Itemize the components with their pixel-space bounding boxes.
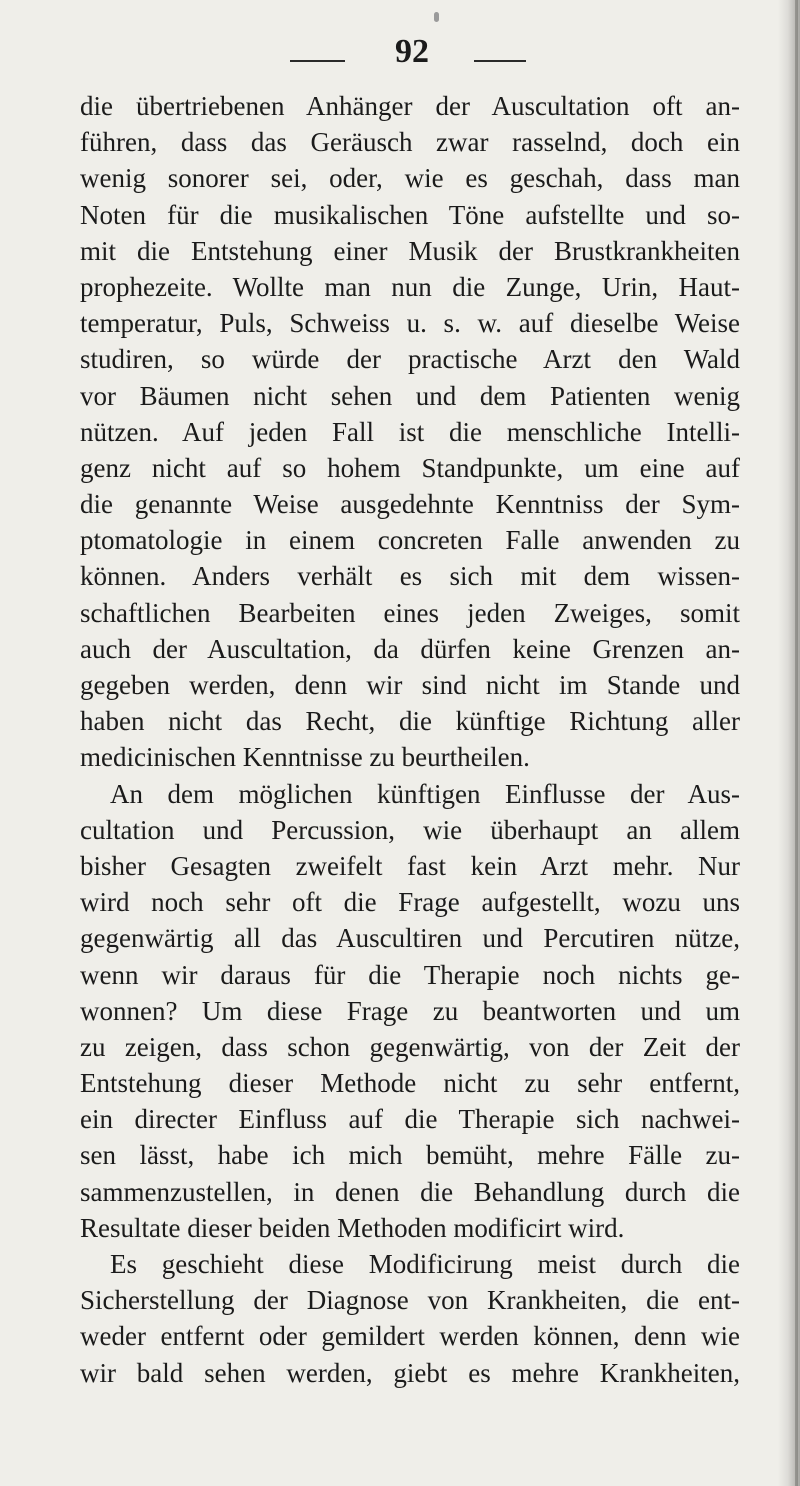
text-line: sen lässt, habe ich mich bemüht, mehre Fälle zu- — [80, 1140, 740, 1171]
text-line: prophezeite. Wollte man nun die Zunge, Urin, Haut- — [80, 271, 740, 302]
text-line: wenig sonorer sei, oder, wie es geschah, dass man — [80, 163, 740, 194]
text-line: temperatur, Puls, Schweiss u. s. w. auf dieselbe Weise — [80, 308, 740, 339]
text-line: zu zeigen, dass schon gegenwärtig, von der Zeit der — [80, 1031, 740, 1062]
text-line: ptomatologie in einem concreten Falle anwenden zu — [80, 525, 740, 556]
text-line: sammenzustellen, in denen die Behandlung durch die — [80, 1176, 740, 1207]
text-line: medicinischen Kenntnisse zu beurtheilen. — [80, 742, 530, 773]
ink-speck — [434, 12, 439, 22]
text-line: haben nicht das Recht, die künftige Richtung aller — [80, 706, 740, 737]
text-line: wird noch sehr oft die Frage aufgestellt, wozu uns — [80, 887, 740, 918]
page-header — [0, 28, 800, 78]
text-line: An dem möglichen künftigen Einflusse der Aus- — [110, 778, 740, 809]
text-line: wir bald sehen werden, giebt es mehre Krankheiten, — [80, 1357, 740, 1388]
text-line: die genannte Weise ausgedehnte Kenntniss der Sym- — [80, 489, 740, 520]
text-line: vor Bäumen nicht sehen und dem Patienten wenig — [80, 380, 740, 411]
body-text — [80, 88, 740, 1391]
text-line: wonnen? Um diese Frage zu beantworten und um — [80, 995, 740, 1026]
text-line: Resultate dieser beiden Methoden modificirt wird. — [80, 1212, 625, 1243]
text-line: die übertriebenen Anhänger der Auscultation oft an- — [80, 91, 740, 121]
text-line: weder entfernt oder gemildert werden können, denn wie — [80, 1321, 740, 1352]
text-line: wenn wir daraus für die Therapie noch nichts ge- — [80, 959, 740, 990]
text-line: Entstehung dieser Methode nicht zu sehr entfernt, — [80, 1068, 740, 1099]
text-line: mit die Entstehung einer Musik der Brustkrankheiten — [80, 235, 740, 266]
text-line: ein directer Einfluss auf die Therapie sich nachwei- — [80, 1104, 740, 1135]
text-line: Es geschieht diese Modificirung meist durch die — [110, 1249, 740, 1279]
text-line: genz nicht auf so hohem Standpunkte, um eine auf — [80, 452, 740, 483]
header-rule-right — [474, 60, 526, 62]
text-line: schaftlichen Bearbeiten eines jeden Zweiges, somit — [80, 597, 740, 628]
text-line: Noten für die musikalischen Töne aufstellte und so- — [80, 199, 740, 230]
text-line: führen, dass das Geräusch zwar rasselnd, doch ein — [80, 127, 740, 158]
text-line: gegenwärtig all das Auscultiren und Percutiren nütze, — [80, 923, 740, 954]
page-edge-shadow — [778, 0, 800, 1486]
text-line: studiren, so würde der practische Arzt den Wald — [80, 344, 740, 375]
header-rule-left — [290, 60, 345, 62]
text-line: bisher Gesagten zweifelt fast kein Arzt mehr. Nur — [80, 850, 740, 881]
text-line: cultation und Percussion, wie überhaupt an allem — [80, 814, 740, 845]
text-line: auch der Auscultation, da dürfen keine Grenzen an- — [80, 633, 740, 664]
text-line: nützen. Auf jeden Fall ist die menschliche Intelli- — [80, 416, 740, 447]
text-line: können. Anders verhält es sich mit dem wissen- — [80, 561, 740, 592]
text-line: gegeben werden, denn wir sind nicht im Stande und — [80, 670, 740, 700]
text-line: Sicherstellung der Diagnose von Krankheiten, die ent- — [80, 1285, 740, 1316]
page-number: 92 — [395, 33, 429, 70]
